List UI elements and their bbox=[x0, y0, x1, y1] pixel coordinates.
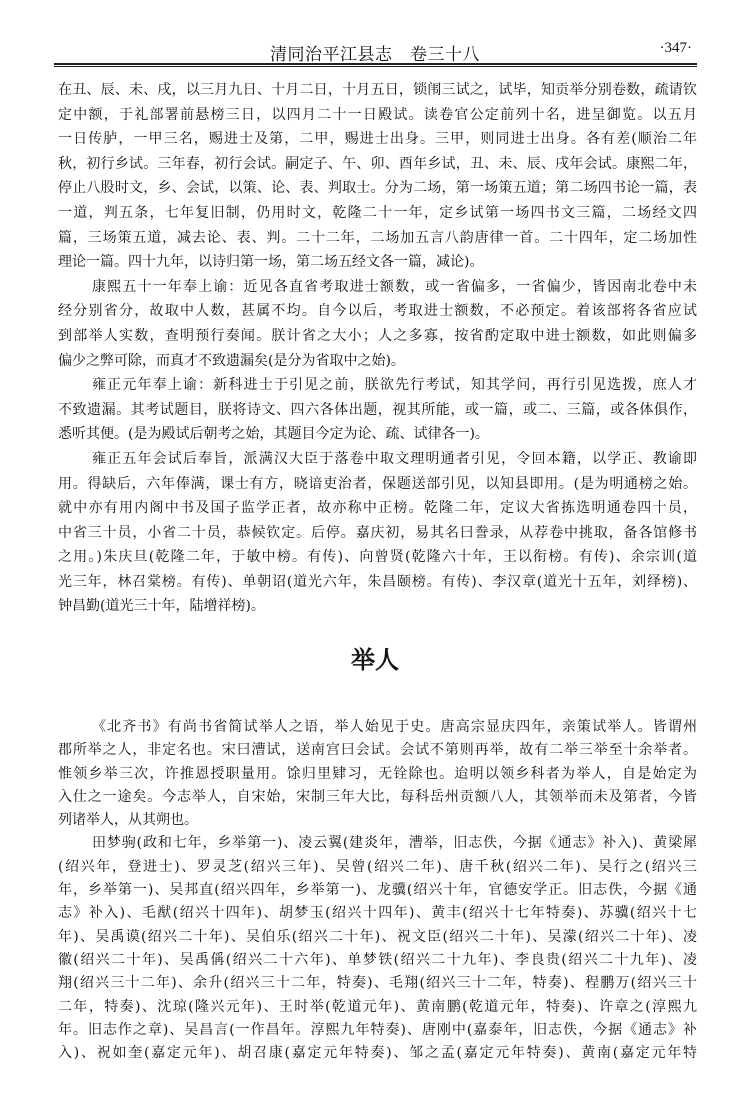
text-line: 二年，特奏)、沈琼(隆兴元年)、王时举(乾道元年)、黄南鹏(乾道元年，特奏)、许章之(淳熙九 bbox=[58, 998, 697, 1015]
text-line: 康熙五十一年奉上谕：近见各直省考取进士额数，或一省偏多，一省偏少，皆因南北卷中未 bbox=[92, 278, 697, 295]
section-heading: 举人 bbox=[351, 646, 399, 674]
text-line: 秋，初行乡试。三年春，初行会试。嗣定子、午、卯、酉年乡试，丑、未、辰、戌年会试。康熙二年， bbox=[58, 155, 697, 172]
text-line: 到部举人实数，查明预行奏闻。朕计省之大小；人之多寡，按省酌定取中进士额数，如此则偏多 bbox=[58, 327, 697, 344]
text-line: 入仕之一途矣。今志举人，自宋始，宋制三年大比，每科岳州贡额八人，其领举而未及第者，今皆 bbox=[58, 788, 697, 805]
text-line: 中省三十员，小省二十员，恭候钦定。后停。嘉庆初，易其名曰誊录，从荐卷中挑取，备各馆修书 bbox=[58, 524, 697, 541]
text-line: 年。旧志作之章)、吴昌言(一作昌年。淳熙九年特奏)、唐刚中(嘉泰年，旧志佚，今据《通志》补 bbox=[58, 1021, 697, 1038]
paragraph bbox=[58, 832, 697, 1065]
text-line: 志》补入)、毛猷(绍兴十四年)、胡梦玉(绍兴十四年)、黄丰(绍兴十七年特奏)、苏骥(绍兴十七 bbox=[58, 905, 697, 922]
text-line: (绍兴年，登进士)、罗灵芝(绍兴三年)、吴曾(绍兴二年)、唐千秋(绍兴二年)、吴行之(绍兴三 bbox=[58, 858, 697, 875]
text-line: 列诸举人，从其朔也。 bbox=[58, 812, 198, 829]
paragraph bbox=[58, 275, 697, 373]
text-line: 一日传胪，一甲三名，赐进士及第，二甲，赐进士出身。三甲，则同进士出身。各有差(顺治二年 bbox=[58, 131, 697, 148]
text-line: 入)、祝如奎(嘉定元年)、胡召康(嘉定元年特奏)、邹之孟(嘉定元年特奏)、黄南(嘉定元年特 bbox=[58, 1045, 697, 1062]
text-line: 徽(绍兴二十年)、吴禹偁(绍兴二十六年)、单梦铁(绍兴二十九年)、李良贵(绍兴二十九年)、凌 bbox=[58, 951, 697, 968]
text-line: 钟昌勤(道光三十年，陆增祥榜)。 bbox=[58, 598, 265, 615]
text-line: 停止八股时文，乡、会试，以策、论、表、判取士。分为二场，第一场策五道；第二场四书论一篇，表 bbox=[58, 180, 697, 197]
text-line: 翔(绍兴三十二年)、余升(绍兴三十二年，特奏)、毛翔(绍兴三十二年，特奏)、程鹏万(绍兴三十 bbox=[58, 975, 697, 992]
text-line: 在丑、辰、未、戌，以三月九日、十月二日，十月五日，锁闱三试之，试毕，知贡举分别卷数，疏请钦 bbox=[58, 82, 697, 98]
text-line: 就中亦有用内阁中书及国子监学正者，故亦称中正榜。乾隆二年，定议大省拣选明通卷四十员， bbox=[58, 500, 697, 517]
text-line: 雍正元年奉上谕：新科进士于引见之前，朕欲先行考试，知其学问，再行引见选拨，庶人才 bbox=[92, 377, 697, 394]
text-line: 郡所举之人，非定名也。宋曰漕试，送南宫曰会试。会试不第则再举，故有二举三举至十余举者。 bbox=[58, 742, 697, 759]
paragraph bbox=[58, 716, 697, 832]
text-line: 年，乡举第一)、吴邦直(绍兴四年，乡举第一)、龙骥(绍兴十年，官德安学正。旧志佚，今据《通 bbox=[58, 882, 697, 899]
body-text-bottom bbox=[58, 716, 697, 1065]
running-title: 清同治平江县志 卷三十八 bbox=[270, 45, 480, 65]
text-line: 用。得缺后，六年俸满，课士有方，晓谙吏治者，保题送部引见，以知县即用。(是为明通榜之始。 bbox=[58, 475, 697, 492]
paragraph bbox=[58, 447, 697, 619]
text-line: 经分别省分，故取中人数，甚属不均。自今以后，考取进士额数，不必预定。着该部将各省应试 bbox=[58, 303, 697, 320]
paragraph bbox=[58, 78, 697, 275]
text-line: 不致遗漏。其考试题目，朕将诗文、四六各体出题，视其所能，或一篇，或二、三篇，或各体俱作， bbox=[58, 401, 697, 418]
text-line: 《北齐书》有尚书省简试举人之语，举人始见于史。唐高宗显庆四年，亲策试举人。皆谓州 bbox=[92, 719, 697, 735]
text-line: 偏少之弊可除，而真才不致遗漏矣(是分为省取中之始)。 bbox=[58, 352, 405, 369]
text-line: 光三年，林召棠榜。有传)、单朝诏(道光六年，朱昌颐榜。有传)、李汉章(道光十五年，刘绎榜)、 bbox=[58, 573, 697, 590]
text-line: 年)、吴禹谟(绍兴二十年)、吴伯乐(绍兴二十年)、祝文臣(绍兴二十年)、吴濛(绍兴二十年)、凌 bbox=[58, 928, 697, 945]
text-line: 定中额，于礼部署前悬榜三日，以四月二十一日殿试。读卷官公定前列十名，进呈御览。以五月 bbox=[58, 106, 697, 123]
text-line: 悉听其便。(是为殿试后朝考之始，其题目今定为论、疏、试律各一)。 bbox=[58, 426, 489, 443]
header-rule bbox=[54, 63, 697, 67]
text-line: 一道，判五条，七年复旧制，仍用时文，乾隆二十一年，定乡试第一场四书文三篇，二场经文四 bbox=[58, 204, 697, 221]
paragraph bbox=[58, 373, 697, 447]
body-text-top bbox=[58, 78, 697, 619]
text-line: 雍正五年会试后奉旨，派满汉大臣于落卷中取文理明通者引见，令回本籍，以学正、教谕即 bbox=[92, 450, 697, 467]
text-line: 惟领乡举三次，许推恩授职量用。馀归里肄习，无铨除也。迨明以领乡科者为举人，自是始定为 bbox=[58, 765, 697, 782]
text-line: 篇，三场策五道，减去论、表、判。二十二年，二场加五言八韵唐律一首。二十四年，定二场加性 bbox=[58, 229, 697, 246]
text-line: 田梦驹(政和七年，乡举第一)、凌云翼(建炎年，漕举，旧志佚，今据《通志》补入)、黄梁犀 bbox=[92, 835, 697, 852]
text-line: 理论一篇。四十九年，以诗归第一场，第二场五经文各一篇，减论)。 bbox=[58, 254, 484, 271]
text-line: 之用。)朱庆旦(乾隆二年，于敏中榜。有传)、向曾贤(乾隆六十年，王以衔榜。有传)、余宗训(道 bbox=[58, 549, 697, 566]
page-number: ·347· bbox=[659, 40, 692, 56]
